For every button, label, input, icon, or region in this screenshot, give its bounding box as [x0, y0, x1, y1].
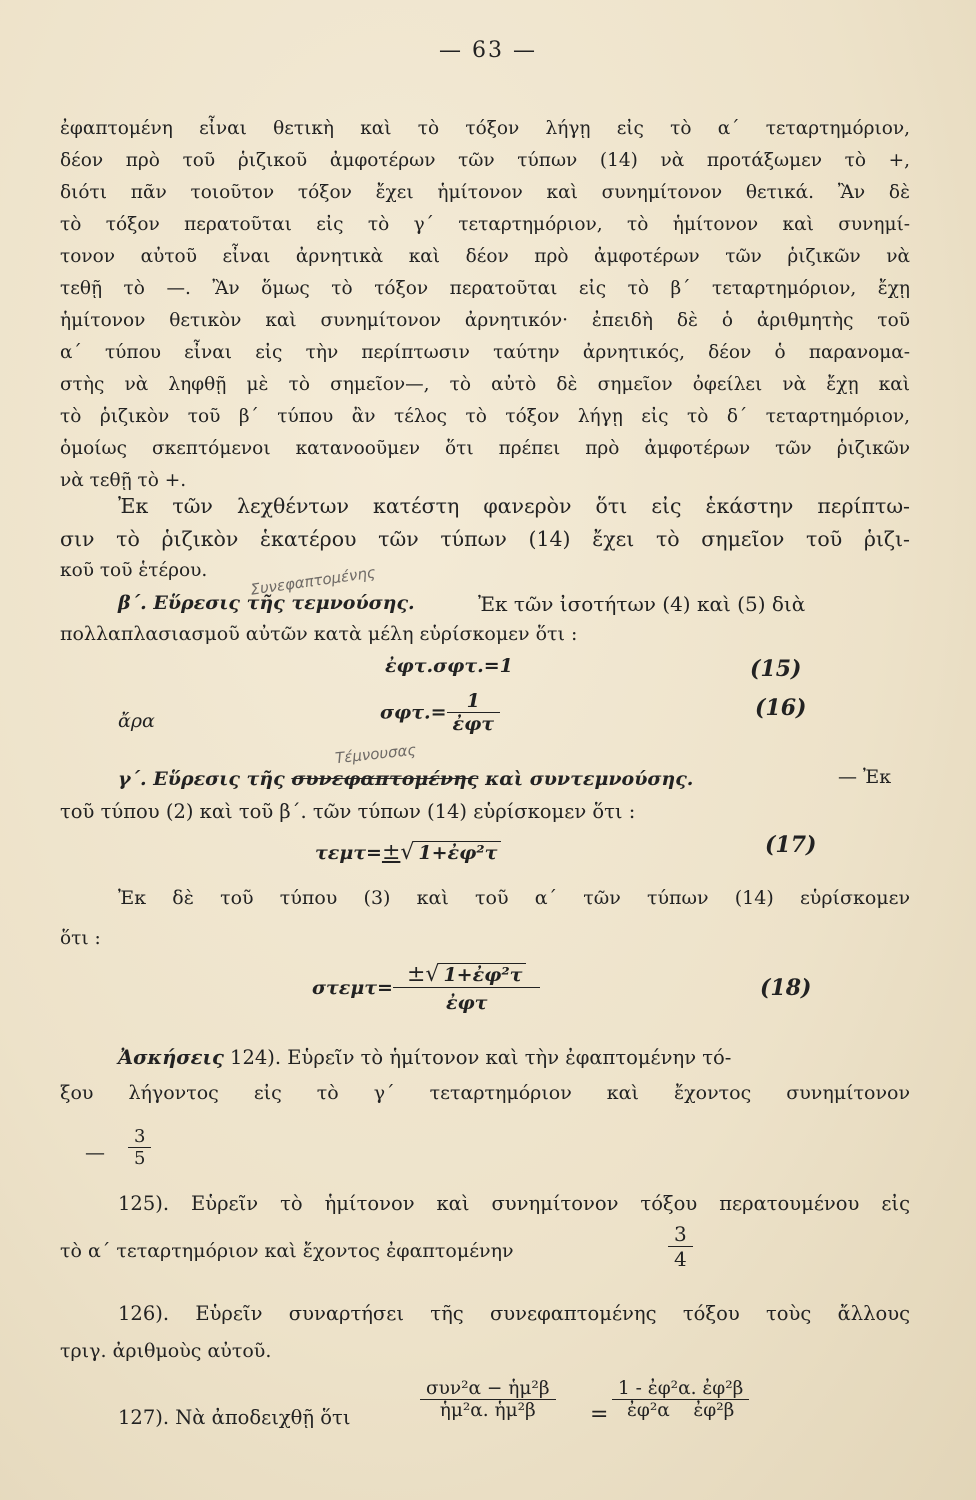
- numerator: 3: [128, 1126, 151, 1148]
- exercise-125: 125). Εὑρεῖν τὸ ἡμίτονον καὶ συνημίτονον τόξου περατουμένου εἰς: [118, 1192, 910, 1215]
- fraction: [668, 1222, 693, 1271]
- numerator: 3: [668, 1222, 693, 1247]
- fraction: [393, 962, 540, 1014]
- numerator: 1 - ἐφ²α. ἐφ²β: [612, 1378, 749, 1400]
- denominator: ἐφτ: [452, 713, 495, 735]
- radical-sign: √: [425, 962, 440, 987]
- text-line: Ἐκ τῶν λεχθέντων κατέστη φανερὸν ὅτι εἰς ἑκάστην περίπτω-: [118, 494, 910, 518]
- text-line: Ἐκ δὲ τοῦ τύπου (3) καὶ τοῦ α΄ τῶν τύπων (14) εὑρίσκομεν: [118, 887, 910, 909]
- text-line: τριγ. ἀριθμοὺς αὐτοῦ.: [60, 1340, 272, 1362]
- equation-number: (18): [760, 975, 812, 1001]
- text-line: ἡμίτονον θετικὸν καὶ συνημίτονον ἀρνητικόν· ἐπειδὴ δὲ ὁ ἀριθμητὴς τοῦ: [60, 310, 910, 331]
- fraction: [447, 690, 501, 735]
- section-heading: β΄. Εὕρεσις τῆς τεμνούσης.: [118, 592, 415, 614]
- numerator: συν²α − ἡμ²β: [420, 1378, 556, 1400]
- heading-part: καὶ συντεμνούσης.: [485, 768, 694, 790]
- text-line: ἄρα: [118, 710, 155, 732]
- denominator: 4: [674, 1247, 687, 1271]
- text-line: τοῦ τύπου (2) καὶ τοῦ β΄. τῶν τύπων (14) εὑρίσκομεν ὅτι :: [60, 800, 636, 823]
- equation-18: [312, 962, 540, 1014]
- equation-lhs: σφτ.=: [380, 701, 447, 724]
- equation-lhs: τεμτ=: [315, 842, 382, 864]
- text-line: τὸ τόξον περατοῦται εἰς τὸ γ΄ τεταρτημόριον, τὸ ἡμίτονον καὶ συνημί-: [60, 214, 910, 235]
- handwritten-note: Συνεφαπτομένης: [249, 563, 377, 599]
- text-line: τονον αὐτοῦ εἶναι ἀρνητικὰ καὶ δέον πρὸ ἀμφοτέρων τῶν ῥιζικῶν νὰ: [60, 246, 910, 267]
- equation-number: (15): [750, 656, 802, 682]
- equation-lhs: στεμτ=: [312, 977, 393, 999]
- text-line: α΄ τύπου εἶναι εἰς τὴν περίπτωσιν ταύτην ἀρνητικός, δέον ὁ παρανομα-: [60, 342, 910, 363]
- text-line: ὁμοίως σκεπτόμενοι κατανοοῦμεν ὅτι πρέπει πρὸ ἀμφοτέρων τῶν ῥιζικῶν: [60, 438, 910, 459]
- minus-sign: —: [85, 1140, 105, 1164]
- exercise-text: 124). Εὑρεῖν τὸ ἡμίτονον καὶ τὴν ἐφαπτομένην τό-: [230, 1046, 732, 1069]
- numerator: [393, 962, 540, 988]
- equation-number: (17): [765, 832, 817, 858]
- heading-part: γ΄. Εὕρεσις τῆς: [118, 768, 285, 790]
- denominator: ἡμ²α. ἡμ²β: [439, 1400, 536, 1421]
- fraction-left: [420, 1378, 556, 1421]
- text-line: ξου λήγοντος εἰς τὸ γ΄ τεταρτημόριον καὶ ἔχοντος συνημίτονον: [60, 1082, 910, 1104]
- struck-word: συνεφαπτομένης: [291, 768, 479, 790]
- section-heading: [118, 768, 693, 790]
- text-line: ὅτι :: [60, 928, 101, 949]
- text-line: τὸ α΄ τεταρτημόριον καὶ ἔχοντος ἐφαπτομένην: [60, 1240, 514, 1262]
- text-line: πολλαπλασιασμοῦ αὐτῶν κατὰ μέλη εὑρίσκομεν ὅτι :: [60, 623, 578, 645]
- exercise-124: [118, 1046, 910, 1069]
- text-line: τεθῇ τὸ —. Ἂν ὅμως τὸ τόξον περατοῦται εἰς τὸ β΄ τεταρτημόριον, ἔχῃ: [60, 278, 910, 299]
- text-line: — Ἐκ: [838, 766, 892, 788]
- radical-sign: √: [400, 840, 415, 865]
- radicand: 1+ἐφ²τ: [414, 841, 501, 864]
- page-number: — 63 —: [439, 38, 537, 63]
- text-line: διότι πᾶν τοιοῦτον τόξον ἔχει ἡμίτονον καὶ συνημίτονον θετικά. Ἂν δὲ: [60, 182, 910, 203]
- denominator: ἐφτ: [445, 992, 488, 1014]
- exercise-126: 126). Εὑρεῖν συναρτήσει τῆς συνεφαπτομένης τόξου τοὺς ἄλλους: [118, 1302, 910, 1325]
- text-line: δέον πρὸ τοῦ ῥιζικοῦ ἀμφοτέρων τῶν τύπων (14) νὰ προτάξωμεν τὸ +,: [60, 150, 910, 171]
- text-line: σιν τὸ ῥιζικὸν ἑκατέρου τῶν τύπων (14) ἔχει τὸ σημεῖον τοῦ ῥιζι-: [60, 527, 910, 551]
- equation-16: [380, 690, 500, 735]
- radicand: 1+ἐφ²τ: [439, 963, 526, 986]
- fraction-right: [612, 1378, 749, 1421]
- plus-minus: ±: [381, 840, 401, 865]
- exercises-label: Ἀσκήσεις: [118, 1046, 224, 1069]
- equation-17: [315, 840, 501, 865]
- denominator: 5: [134, 1148, 146, 1169]
- text-line: τὸ ῥιζικὸν τοῦ β΄ τύπου ἂν τέλος τὸ τόξον λήγῃ εἰς τὸ δ΄ τεταρτημόριον,: [60, 406, 910, 427]
- plus-minus: ±: [406, 962, 426, 987]
- equals-sign: =: [590, 1402, 609, 1427]
- equation-number: (16): [755, 695, 807, 721]
- numerator: 1: [447, 690, 501, 713]
- text-line: ἐφαπτομένη εἶναι θετικὴ καὶ τὸ τόξον λήγῃ εἰς τὸ α΄ τεταρτημόριον,: [60, 118, 910, 139]
- text-line: νὰ τεθῇ τὸ +.: [60, 470, 187, 491]
- equation-15: ἐφτ.σφτ.=1: [385, 655, 513, 677]
- denominator: ἐφ²α ἐφ²β: [627, 1400, 735, 1421]
- exercise-127-label: 127). Νὰ ἀποδειχθῇ ὅτι: [118, 1406, 351, 1429]
- fraction: [128, 1126, 151, 1169]
- text-line: κοῦ τοῦ ἑτέρου.: [60, 560, 208, 581]
- text-line: Ἐκ τῶν ἰσοτήτων (4) καὶ (5) διὰ: [478, 592, 806, 616]
- handwritten-note: Τέμνουσας: [334, 740, 417, 768]
- text-line: στὴς νὰ ληφθῇ μὲ τὸ σημεῖον—, τὸ αὐτὸ δὲ σημεῖον ὀφείλει νὰ ἔχῃ καὶ: [60, 374, 910, 395]
